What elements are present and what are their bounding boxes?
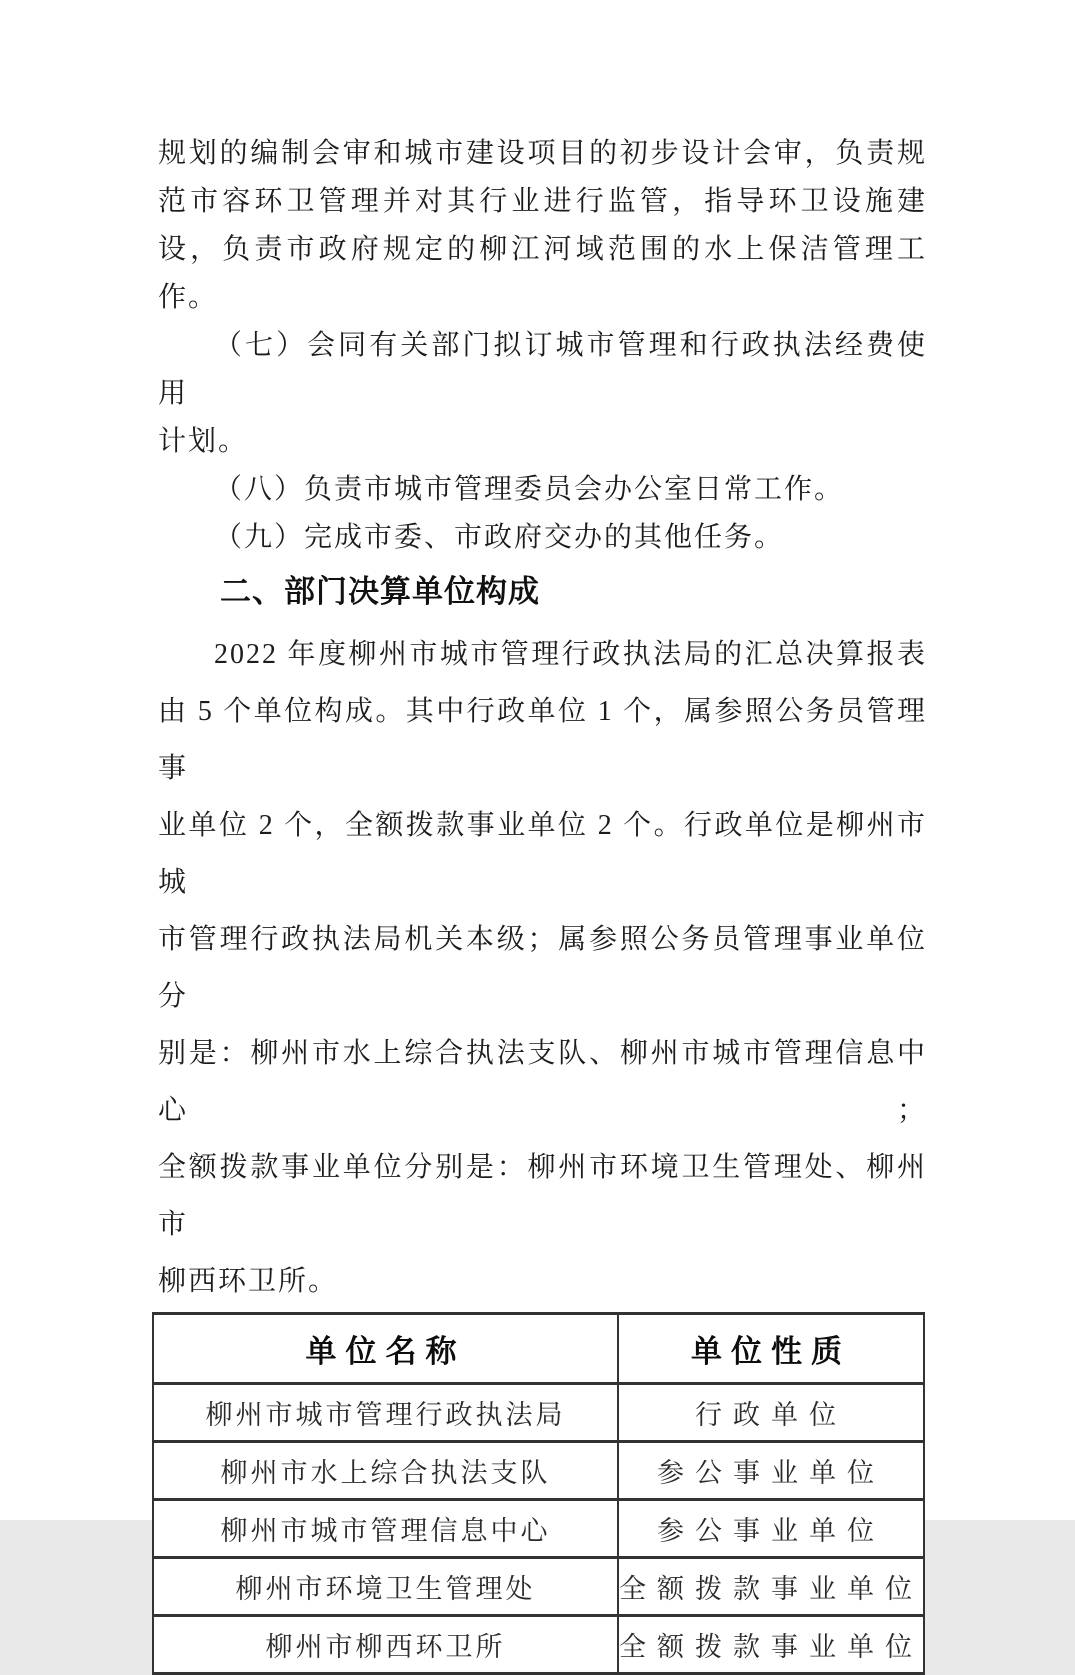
table-row [153,1558,924,1616]
unit-composition-table [152,1312,925,1675]
text-line: 全额拨款事业单位分别是：柳州市环境卫生管理处、柳州市 [158,1152,927,1240]
text-line: 设，负责市政府规定的柳江河域范围的水上保洁管理工 [158,234,927,265]
unit-name-header: 单位名称 [153,1314,618,1384]
unit-type-header: 单位性质 [618,1314,924,1384]
table-header-row [153,1314,924,1384]
unit-name-cell: 柳州市水上综合执法支队 [153,1442,618,1500]
table-row [153,1384,924,1442]
paragraph-unit-composition [158,626,927,1310]
text-line: （七）会同有关部门拟订城市管理和行政执法经费使用 [158,330,927,409]
unit-name-cell: 柳州市环境卫生管理处 [153,1558,618,1616]
text-line: 范市容环卫管理并对其行业进行监管，指导环卫设施建 [158,186,927,217]
text-line: 2022 年度柳州市城市管理行政执法局的汇总决算报表 [214,639,927,670]
unit-type-cell: 全额拨款事业单位 [618,1558,924,1616]
unit-name-cell: 柳州市柳西环卫所 [153,1616,618,1674]
section-heading: 二、部门决算单位构成 [220,574,540,609]
paragraph-continuation [158,130,927,322]
text-line: 计划。 [158,426,249,457]
unit-type-cell: 参公事业单位 [618,1442,924,1500]
unit-type-cell: 全额拨款事业单位 [618,1616,924,1674]
text-line: 规划的编制会审和城市建设项目的初步设计会审，负责规 [158,138,927,169]
text-line: 业单位 2 个，全额拨款事业单位 2 个。行政单位是柳州市城 [158,810,927,898]
text-line: （九）完成市委、市政府交办的其他任务。 [214,522,785,553]
table-row [153,1500,924,1558]
table-row [153,1442,924,1500]
paragraph-item-8 [158,466,927,514]
unit-type-cell: 行政单位 [618,1384,924,1442]
paragraph-item-7 [158,322,927,466]
unit-name-cell: 柳州市城市管理信息中心 [153,1500,618,1558]
text-line: 市管理行政执法局机关本级；属参照公务员管理事业单位分 [158,924,927,1012]
text-line: 作。 [158,282,219,313]
text-line: 由 5 个单位构成。其中行政单位 1 个，属参照公务员管理事 [158,696,927,784]
text-line: 别是：柳州市水上综合执法支队、柳州市城市管理信息中心； [158,1038,927,1126]
paragraph-item-9 [158,514,927,562]
unit-type-cell: 参公事业单位 [618,1500,924,1558]
table-row [153,1616,924,1674]
text-line: 柳西环卫所。 [158,1266,339,1297]
unit-name-cell: 柳州市城市管理行政执法局 [153,1384,618,1442]
text-line: （八）负责市城市管理委员会办公室日常工作。 [214,474,845,505]
